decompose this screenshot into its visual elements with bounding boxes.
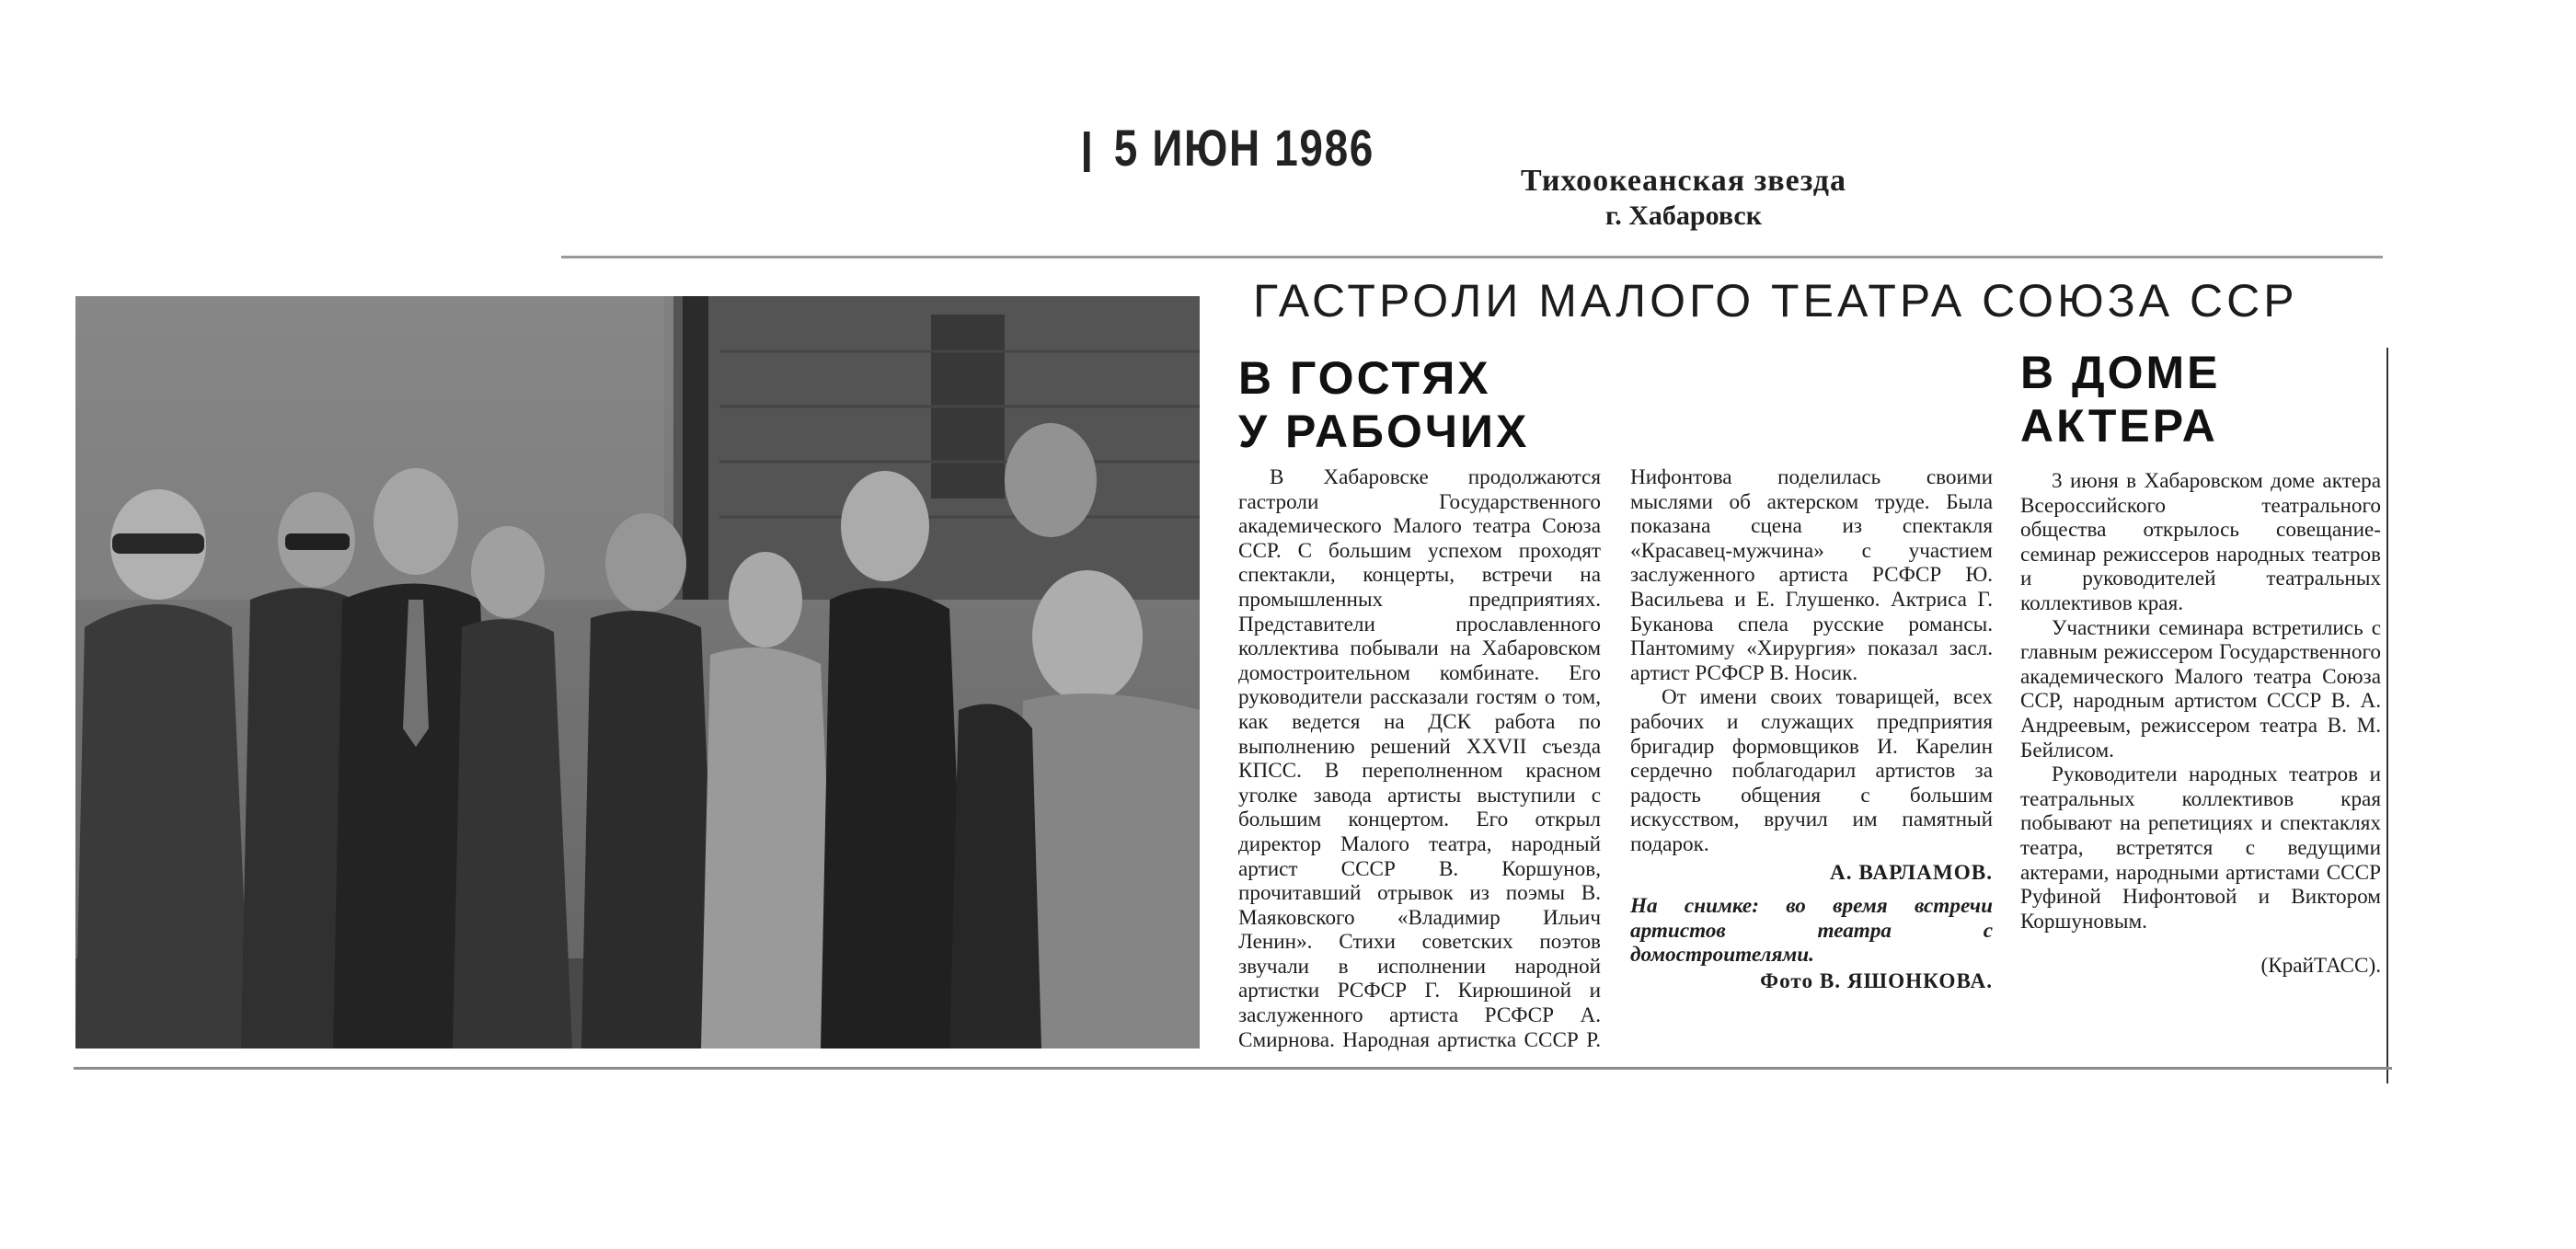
article2-title: [2020, 346, 2381, 453]
article1-author: А. ВАРЛАМОВ.: [1830, 860, 1993, 885]
article2-paragraph-2: Участники семинара встретились с главным режиссером Государственного академического Малого театра Союза ССР, народным артистом СССР В. А. Андреевым, режиссером театра В. М. Бейлисом.: [2020, 615, 2381, 762]
article1-paragraph-2: От имени своих товарищей, всех рабочих и служащих предприятия бригадир формовщиков И. Карелин сердечно поблагодарил артистов за радость общения с большим искусством, вручил им памятный подарок.: [1630, 685, 1993, 856]
article1-title-line1: В ГОСТЯХ: [1238, 352, 1491, 404]
article2-title-line2: АКТЕРА: [2020, 400, 2218, 452]
article2-paragraph-1: 3 июня в Хабаровском доме актера Всероссийского театрального общества открылось совещание-семинар режиссеров народных театров и руководителей театральных коллективов края.: [2020, 469, 2381, 615]
article1-body: [1238, 465, 1993, 1063]
newspaper-city: г. Хабаровск: [1604, 201, 1762, 231]
page-heading: ГАСТРОЛИ МАЛОГО ТЕАТРА СОЮЗА ССР: [1253, 275, 2298, 327]
source-stamp: [1509, 164, 1858, 232]
article2-agency: (КрайТАСС).: [2260, 954, 2381, 979]
photo-caption: На снимке: во время встречи артистов театра с домостроителями.: [1630, 894, 1993, 968]
group-photo-icon: [75, 296, 1200, 1048]
article2-title-line1: В ДОМЕ: [2020, 347, 2221, 398]
right-rule: [2386, 348, 2388, 1083]
article2-paragraph-3: Руководители народных театров и театральных коллективов края побывают на репетициях и спектаклях театра, встретятся с ведущими актерами, народными артистами СССР Руфиной Нифонтовой и Виктором Коршуновым.: [2020, 762, 2381, 934]
newspaper-name: Тихоокеанская звезда: [1521, 164, 1846, 198]
article1-title: [1238, 351, 1603, 458]
article2-column: [2020, 346, 2381, 979]
article1-column1: [1238, 351, 1603, 469]
top-rule: [561, 256, 2383, 258]
date-stamp: [1084, 118, 1374, 178]
photo-credit: Фото В. ЯШОНКОВА.: [1760, 968, 1993, 993]
date-stamp-text: 5 ИЮН 1986: [1113, 119, 1374, 177]
stamp-mark: [1084, 132, 1090, 172]
group-photo: [75, 296, 1200, 1048]
article1-title-line2: У РАБОЧИХ: [1238, 406, 1530, 457]
article1-paragraph-1: В Хабаровске продолжаются гастроли Государственного академического Малого театра Союза ССР. С большим успехом проходят спектакли, концерты, встречи на промышленных предприятиях. Представители прославленного коллектива побывали на Хабаровском домостроительном комбинате. Его руководители рассказали гостям о том, как ведется на ДСК работа по выполнению решений XXVII съезда КПСС. В переполненном красном уголке завода артисты выступили с большим концертом. Его открыл директор Малого театра, народный артист СССР В. Коршунов, прочитавший отрывок из поэмы В. Маяковского «Владимир Ильич Ленин». Стихи советских поэтов звучали в исполнении народной артистки РСФСР Г. Кирюшиной и заслуженного артиста РСФСР А. Смирнова. Народная артистка СССР Р. Нифонтова поделилась своими мыслями об актерском труде. Была показана сцена из спектакля «Красавец-мужчина» с участием заслуженного артиста РСФСР Ю. Васильева и Е. Глушенко. Актриса Г. Буканова спела русские романсы. Пантомиму «Хирургия» показал засл. артист РСФСР В. Носик.: [1238, 465, 1993, 1052]
bottom-rule: [74, 1067, 2392, 1070]
